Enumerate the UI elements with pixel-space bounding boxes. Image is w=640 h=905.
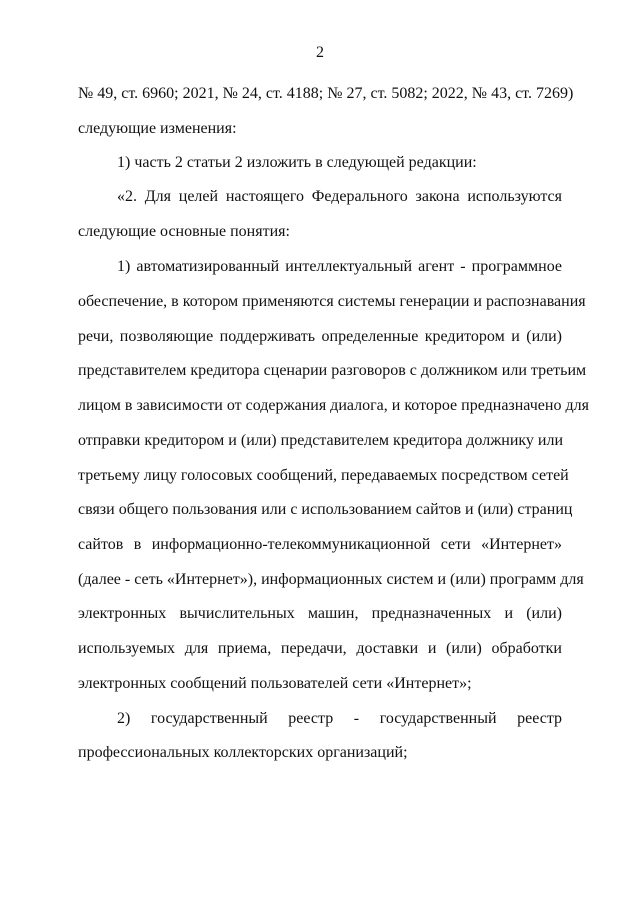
text-line: 1) автоматизированный интеллектуальный агент - программное bbox=[117, 258, 562, 275]
text-line: связи общего пользования или с использованием сайтов и (или) страниц bbox=[78, 501, 573, 518]
text-line: (далее - сеть «Интернет»), информационных систем и (или) программ для bbox=[78, 571, 584, 588]
text-line: следующие изменения: bbox=[78, 120, 237, 137]
text-line: 1) часть 2 статьи 2 изложить в следующей редакции: bbox=[117, 154, 477, 171]
text-line: используемых для приема, передачи, доставки и (или) обработки bbox=[78, 640, 562, 657]
text-line: лицом в зависимости от содержания диалога, и которое предназначено для bbox=[78, 397, 589, 414]
text-line: следующие основные понятия: bbox=[78, 223, 290, 240]
text-line: отправки кредитором и (или) представителем кредитора должнику или bbox=[78, 432, 564, 449]
text-line: «2. Для целей настоящего Федерального закона используются bbox=[117, 188, 562, 205]
text-line: электронных сообщений пользователей сети «Интернет»; bbox=[78, 675, 472, 692]
text-line: 2) государственный реестр - государственный реестр bbox=[117, 710, 562, 727]
text-line: сайтов в информационно-телекоммуникационной сети «Интернет» bbox=[78, 536, 562, 553]
text-line: третьему лицу голосовых сообщений, передаваемых посредством сетей bbox=[78, 467, 569, 484]
text-line: обеспечение, в котором применяются системы генерации и распознавания bbox=[78, 293, 586, 310]
page-number: 2 bbox=[316, 44, 324, 61]
text-line: профессиональных коллекторских организаций; bbox=[78, 744, 408, 761]
text-line: речи, позволяющие поддерживать определенные кредитором и (или) bbox=[78, 328, 562, 345]
text-line: представителем кредитора сценарии разговоров с должником или третьим bbox=[78, 362, 587, 379]
text-line: № 49, ст. 6960; 2021, № 24, ст. 4188; № 27, ст. 5082; 2022, № 43, ст. 7269) bbox=[78, 85, 574, 102]
text-line: электронных вычислительных машин, предназначенных и (или) bbox=[78, 605, 562, 622]
